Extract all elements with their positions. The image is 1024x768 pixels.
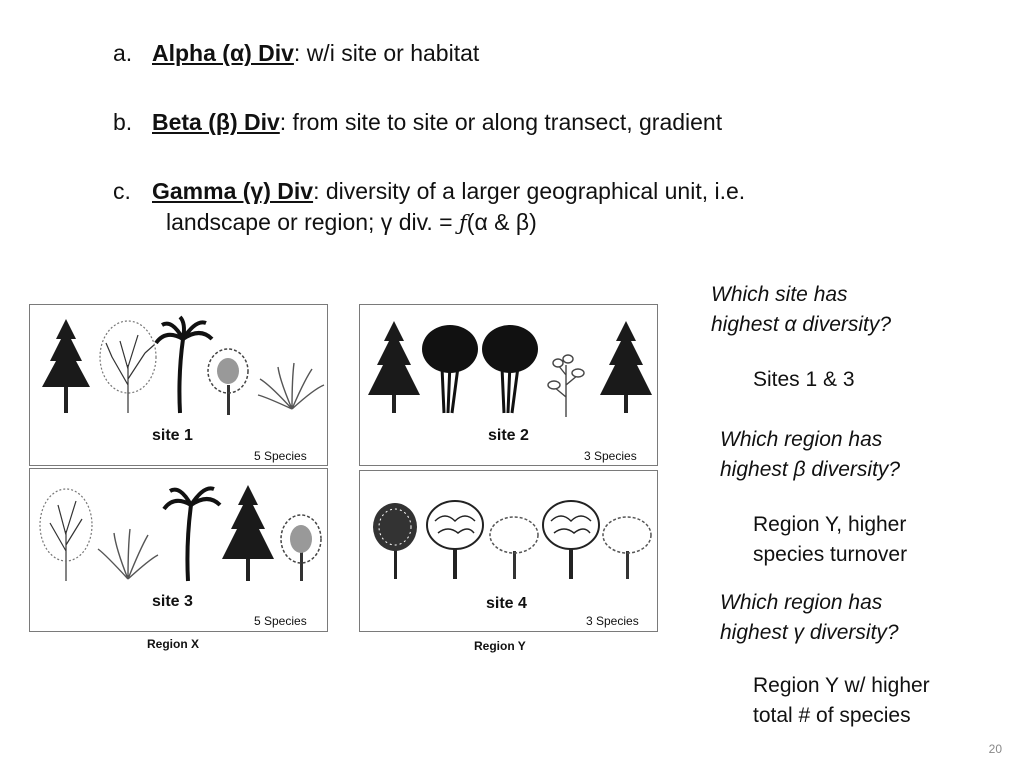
region-x-label: Region X	[147, 637, 200, 651]
answer-line: Region Y, higher	[753, 513, 907, 536]
question-line: highest α diversity?	[711, 313, 892, 336]
spruce-tree-icon	[42, 319, 90, 413]
site-label: site 2	[488, 427, 529, 444]
shrub-icon	[98, 529, 158, 579]
answer-line: Sites 1 & 3	[753, 368, 855, 391]
dense-tree-icon	[373, 503, 417, 579]
spruce-tree-icon	[600, 321, 652, 413]
answer-line: Region Y w/ higher	[753, 674, 930, 697]
definition-term: Beta (β) Div	[152, 109, 280, 135]
site-label: site 4	[486, 595, 527, 612]
palm-tree-icon	[164, 488, 220, 581]
definition-letter: c.	[113, 178, 131, 204]
region-y-label: Region Y	[474, 639, 526, 653]
species-count: 3 Species	[586, 614, 639, 628]
site-label: site 3	[152, 593, 193, 610]
species-count: 3 Species	[584, 449, 637, 463]
question-beta	[720, 425, 900, 485]
round-tree-icon	[422, 325, 478, 413]
question-line: Which region has	[720, 591, 883, 614]
spruce-tree-icon	[222, 485, 274, 581]
definition-term: Gamma (γ) Div	[152, 178, 314, 204]
spruce-tree-icon	[368, 321, 420, 413]
site-label: site 1	[152, 427, 193, 444]
light-tree-icon	[603, 517, 651, 579]
question-gamma	[720, 588, 899, 648]
site-1-panel	[29, 304, 328, 466]
small-bushy-tree-icon	[281, 515, 321, 581]
question-line: highest β diversity?	[720, 458, 901, 481]
light-tree-icon	[490, 517, 538, 579]
cloud-tree-icon	[543, 501, 599, 579]
palm-tree-icon	[156, 317, 212, 413]
species-count: 5 Species	[254, 449, 307, 463]
deciduous-tree-icon	[100, 321, 156, 413]
site-2-panel	[359, 304, 658, 466]
answer-line: total # of species	[753, 704, 911, 727]
round-tree-icon	[482, 325, 538, 413]
definition-text: : w/i site or habitat	[293, 40, 480, 66]
site-4-panel	[359, 470, 658, 632]
definition-continuation	[113, 207, 745, 239]
question-line: Which region has	[720, 428, 883, 451]
answer-alpha	[753, 365, 855, 395]
answer-beta	[753, 510, 907, 570]
definition-letter: b.	[113, 109, 133, 135]
small-bushy-tree-icon	[208, 349, 248, 415]
definition-text: : from site to site or along transect, gradient	[279, 109, 723, 135]
definition-gamma	[113, 176, 745, 239]
answer-line: species turnover	[753, 543, 908, 566]
question-line: highest γ diversity?	[720, 621, 899, 644]
definition-alpha	[113, 38, 479, 69]
definition-text: : diversity of a larger geographical unit, i.e.	[313, 178, 746, 204]
sapling-icon	[548, 355, 584, 417]
cloud-tree-icon	[427, 501, 483, 579]
continuation-suffix: (α & β)	[466, 209, 537, 235]
continuation-prefix: landscape or region; γ div. =	[166, 209, 459, 235]
function-symbol: ƒ	[459, 211, 467, 235]
site-3-panel	[29, 468, 328, 632]
deciduous-tree-icon	[40, 489, 92, 581]
answer-gamma	[753, 671, 930, 731]
page-number: 20	[988, 742, 1002, 756]
definition-beta	[113, 107, 722, 138]
definition-letter: a.	[113, 40, 133, 66]
question-line: Which site has	[711, 283, 848, 306]
definition-term: Alpha (α) Div	[152, 40, 294, 66]
species-count: 5 Species	[254, 614, 307, 628]
question-alpha	[711, 280, 891, 340]
shrub-icon	[258, 363, 324, 409]
